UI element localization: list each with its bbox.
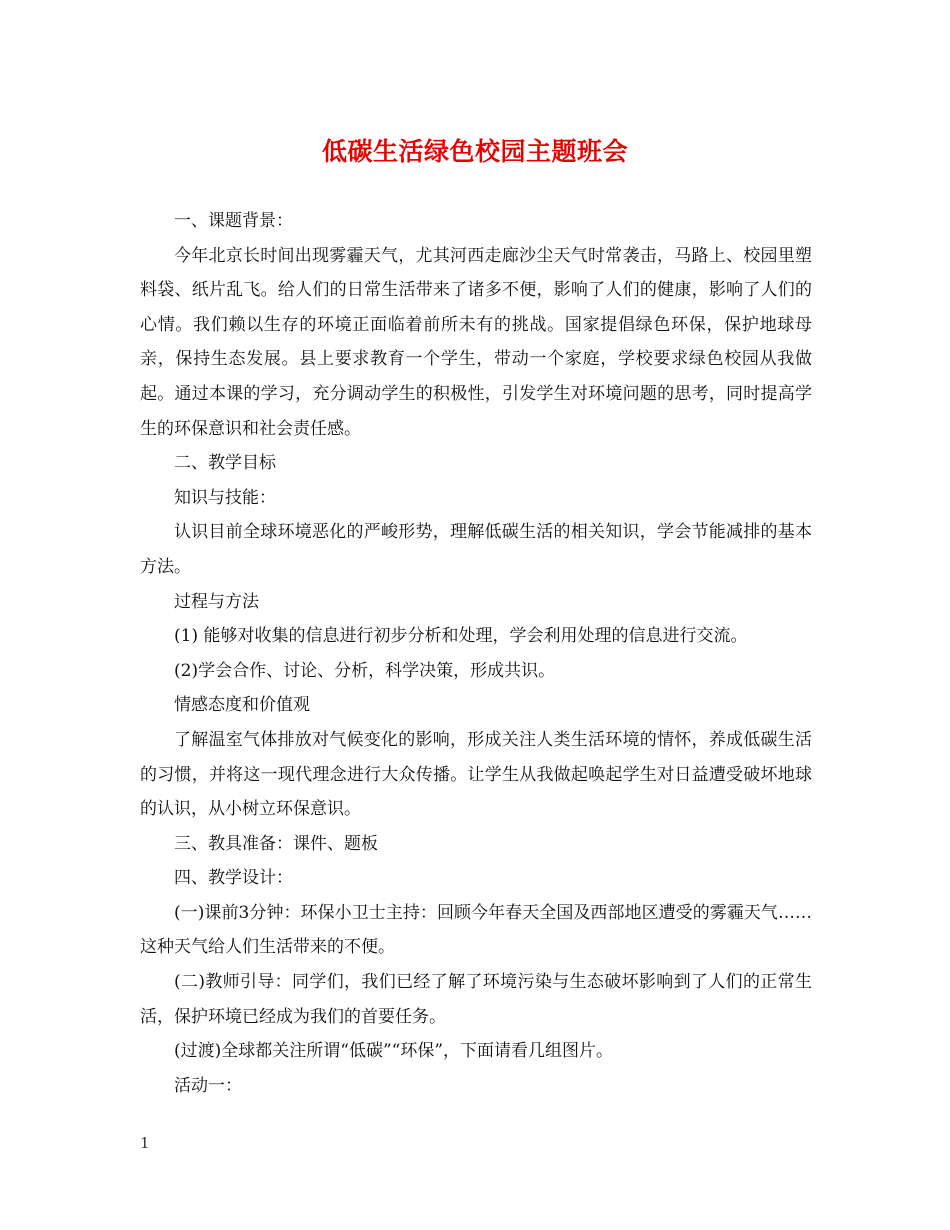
page-number: 1	[140, 1134, 150, 1152]
document-title: 低碳生活绿色校园主题班会	[321, 137, 628, 166]
attitudes-values-paragraph: 了解温室气体排放对气候变化的影响，形成关注人类生活环境的情怀，养成低碳生活的习惯，并将这一现代理念进行大众传播。让学生从我做起唤起学生对日益遭受破坏地球的认识，从小树立环保意识。	[140, 729, 812, 820]
subheading-process-methods: 过程与方法	[174, 591, 259, 612]
background-paragraph: 今年北京长时间出现雾霾天气，尤其河西走廊沙尘天气时常袭击，马路上、校园里塑料袋、纸片乱飞。给人们的日常生活带来了诸多不便，影响了人们的健康，影响了人们的心情。我们赖以生存的环境正面临着前所未有的挑战。国家提倡绿色环保，保护地球母亲，保持生态发展。县上要求教育一个学生，带动一个家庭，学校要求绿色校园从我做起。通过本课的学习，充分调动学生的积极性，引发学生对环境问题的思考，同时提高学生的环保意识和社会责任感。	[140, 245, 812, 439]
design-step-2: (二)教师引导：同学们，我们已经了解了环境污染与生态破坏影响到了人们的正常生活，保护环境已经成为我们的首要任务。	[140, 972, 812, 1027]
section-heading-background: 一、课题背景：	[174, 211, 293, 231]
process-method-item-2: (2)学会合作、讨论、分析，科学决策，形成共识。	[174, 660, 556, 681]
section-heading-goals: 二、教学目标	[174, 453, 276, 474]
subheading-knowledge-skills: 知识与技能：	[174, 487, 276, 508]
process-method-item-1: (1) 能够对收集的信息进行初步分析和处理，学会利用处理的信息进行交流。	[174, 626, 748, 647]
transition-paragraph: (过渡)全球都关注所谓“低碳”“环保”，下面请看几组图片。	[174, 1041, 614, 1062]
section-heading-design: 四、教学设计：	[174, 868, 293, 889]
document-body	[140, 204, 812, 1103]
section-heading-materials: 三、教具准备：课件、题板	[174, 833, 378, 854]
subheading-attitudes-values: 情感态度和价值观	[174, 695, 310, 716]
design-step-1: (一)课前3分钟：环保小卫士主持：回顾今年春天全国及西部地区遭受的雾霾天气……这种天气给人们生活带来的不便。	[140, 902, 812, 958]
activity-one-heading: 活动一：	[174, 1075, 242, 1096]
knowledge-skills-paragraph: 认识目前全球环境恶化的严峻形势，理解低碳生活的相关知识，学会节能减排的基本方法。	[140, 522, 812, 577]
